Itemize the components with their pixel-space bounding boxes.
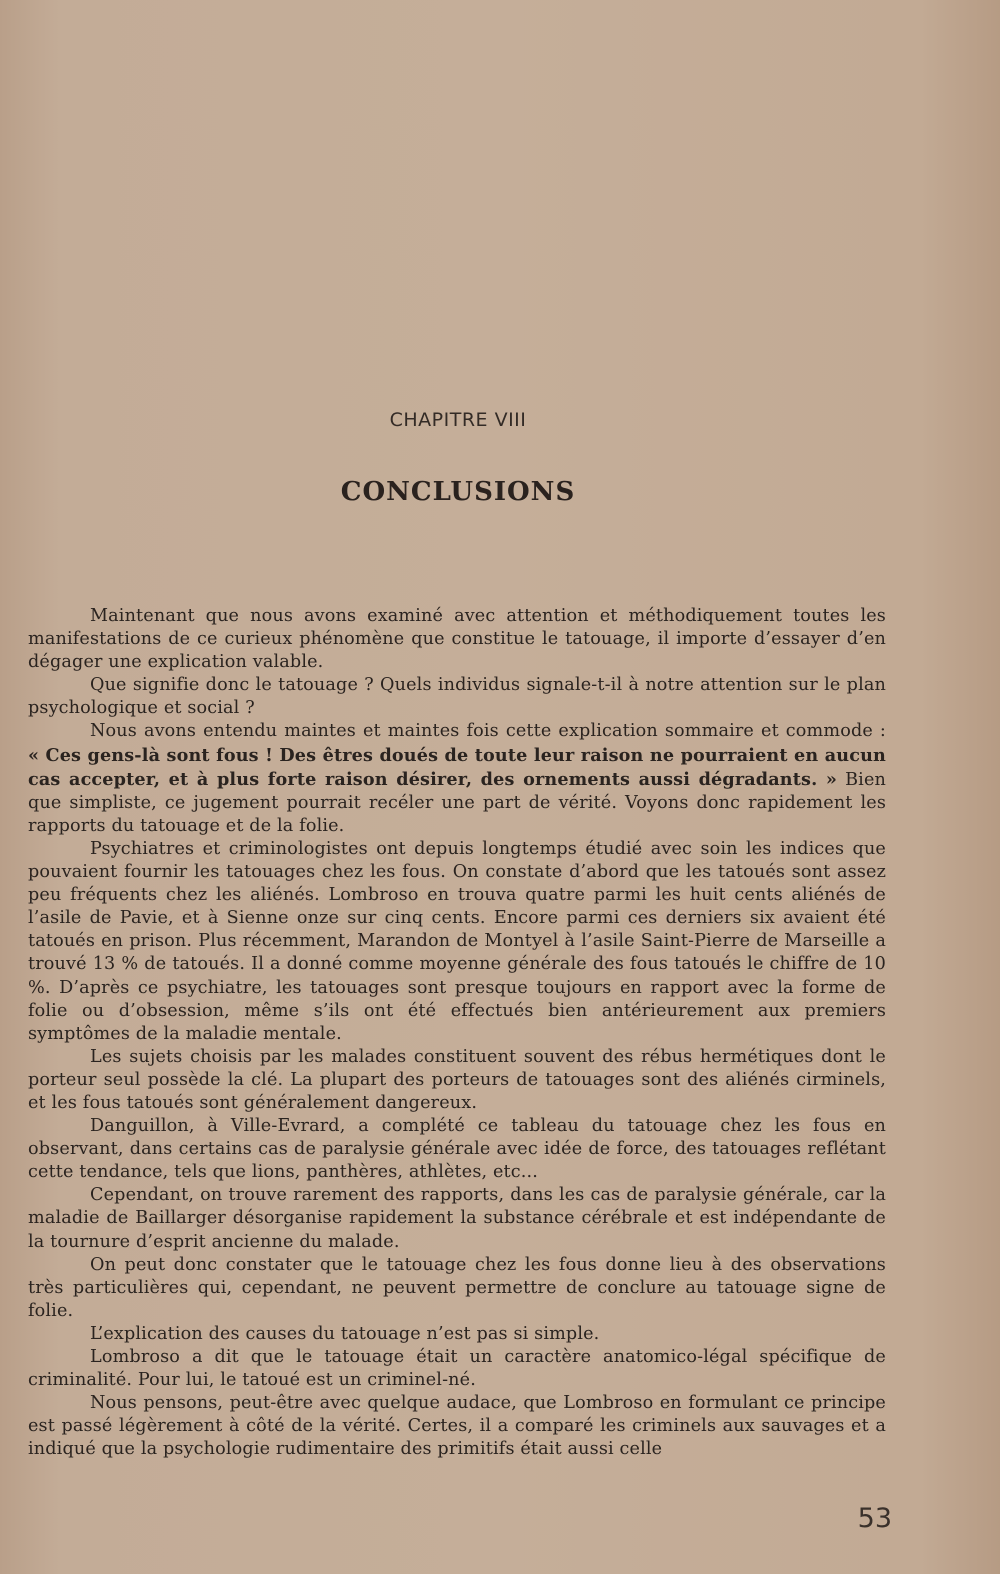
paragraph-text: Nous avons entendu maintes et maintes fois cette explication sommaire et commode : — [90, 721, 886, 742]
paragraph-text: Bien que simpliste, ce jugement pourrait recéler une part de vérité. Voyons donc rapidement les rapports du tatouage et de la folie. — [28, 769, 886, 836]
paragraph: Lombroso a dit que le tatouage était un caractère anatomico-légal spécifique de criminalité. Pour lui, le tatoué est un criminel-né. — [28, 1347, 886, 1391]
bold-quote: « Ces gens-là sont fous ! Des êtres doués de toute leur raison ne pourraient en aucun cas accepter, et à plus forte raison désirer, des ornements aussi dégradants. » — [28, 744, 886, 790]
paragraph: Les sujets choisis par les malades constituent souvent des rébus hermétiques dont le porteur seul possède la clé. La plupart des porteurs de tatouages sont des aliénés cirminels, et les fous tatoués sont généralement dangereux. — [28, 1046, 886, 1113]
paragraph-with-quote — [28, 720, 886, 837]
paragraph: Que signifie donc le tatouage ? Quels individus signale-t-il à notre attention sur le plan psychologique et social ? — [28, 675, 886, 719]
paragraph: L’explication des causes du tatouage n’est pas si simple. — [90, 1323, 600, 1344]
paragraph: Psychiatres et criminologistes ont depuis longtemps étudié avec soin les indices que pouvaient fournir les tatouages chez les fous. On constate d’abord que les tatoués sont assez peu fréquents chez les aliénés. Lombroso en trouva quatre parmi les huit cents aliénés de l’asile de Pavie, et à Sienne onze sur cinq cents. Encore parmi ces derniers six avaient été tatoués en prison. Plus récemment, Marandon de Montyel à l’asile Saint-Pierre de Marseille a trouvé 13 % de tatoués. Il a donné comme moyenne générale des fous tatoués le chiffre de 10 %. D’après ce psychiatre, les tatouages sont presque toujours en rapport avec la forme de folie ou d’obsession, même s’ils ont été effectués bien antérieurement aux premiers symptômes de la maladie mentale. — [28, 838, 886, 1044]
body-text — [28, 605, 886, 1461]
paragraph: Danguillon, à Ville-Evrard, a complété ce tableau du tatouage chez les fous en observant, dans certains cas de paralysie générale avec idée de force, des tatouages reflétant cette tendance, tels que lions, panthères, athlètes, etc... — [28, 1116, 886, 1183]
page-number: 53 — [857, 1503, 892, 1534]
paragraph: On peut donc constater que le tatouage chez les fous donne lieu à des observations très particulières qui, cependant, ne peuvent permettre de conclure au tatouage signe de folie. — [28, 1254, 886, 1321]
paragraph: Nous pensons, peut-être avec quelque audace, que Lombroso en formulant ce principe est passé légèrement à côté de la vérité. Certes, il a comparé les criminels aux sauvages et a indiqué que la psychologie rudimentaire des primitifs était aussi celle — [28, 1393, 886, 1460]
chapter-label: CHAPITRE VIII — [389, 409, 527, 431]
paragraph: Cependant, on trouve rarement des rapports, dans les cas de paralysie générale, car la maladie de Baillarger désorganise rapidement la substance cérébrale et est indépendante de la tournure d’esprit ancienne du malade. — [28, 1185, 886, 1252]
chapter-title: CONCLUSIONS — [340, 477, 576, 507]
paragraph: Maintenant que nous avons examiné avec attention et méthodiquement toutes les manifestations de ce curieux phénomène que constitue le tatouage, il importe d’essayer d’en dégager une explication valable. — [28, 606, 886, 673]
